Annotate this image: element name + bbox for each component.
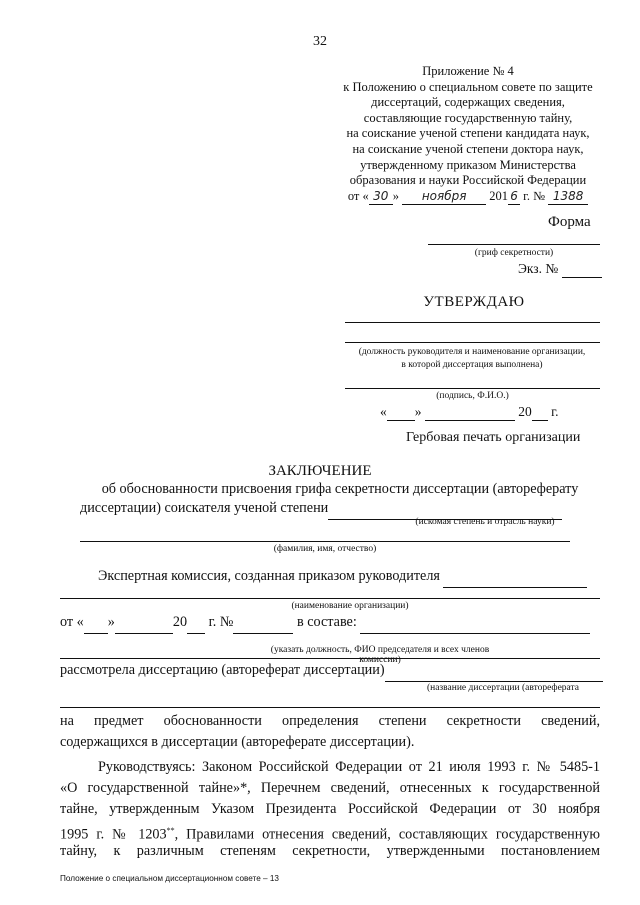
conclusion-line-1: об обоснованности присвоения грифа секретности диссертации (автореферату	[101, 481, 579, 497]
org-line	[60, 598, 600, 599]
body-p1-line2: содержащихся в диссертации (автореферате диссертации).	[60, 734, 415, 750]
approve-line-2	[345, 342, 600, 343]
degree-caption: (искомая степень и отрасль науки)	[415, 517, 555, 527]
appendix-line: диссертаций, содержащих сведения,	[371, 95, 565, 110]
appendix-date: от « 30 » ноября 201 6 г. № 1388	[320, 189, 616, 206]
approve-line-1	[345, 322, 600, 323]
appendix-line: на соискание ученой степени доктора наук,	[352, 141, 584, 156]
signature-line	[345, 388, 600, 389]
conclusion-title: ЗАКЛЮЧЕНИЕ	[268, 463, 372, 479]
appendix-block	[320, 64, 616, 205]
body-p1-line1: на предмет обоснованности определения степени секретности сведений,	[60, 713, 600, 729]
name-caption: (фамилия, имя, отчество)	[273, 544, 377, 554]
seal-label: Гербовая печать организации	[406, 430, 581, 445]
copy-number: Экз. №	[518, 261, 602, 278]
body-p2-line1: Руководствуясь: Законом Российской Федерации от 21 июля 1993 г. № 5485-1	[98, 759, 600, 775]
approve-title: УТВЕРЖДАЮ	[423, 294, 525, 310]
appendix-line: утвержденному приказом Министерства	[360, 157, 576, 172]
approve-date: « » 20 г.	[380, 404, 559, 419]
title-caption: (название диссертации (автореферата	[426, 683, 580, 693]
name-line	[80, 541, 570, 542]
handwritten-day: 30	[369, 189, 393, 206]
page-number: 32	[313, 34, 327, 49]
body-p2-line4: 1995 г. № 1203**, Правилами отнесения сведений, составляющих государственную	[60, 826, 600, 843]
handwritten-year-digit: 6	[508, 189, 520, 206]
secrecy-caption: (гриф секретности)	[474, 248, 554, 258]
org-caption: (наименование организации)	[291, 601, 409, 611]
form-label: Форма	[548, 214, 591, 230]
appendix-line: образования и науки Российской Федерации	[349, 173, 587, 188]
handwritten-month: ноября	[402, 189, 486, 206]
reviewed-line: рассмотрела диссертацию (автореферат диссертации)	[60, 660, 603, 682]
handwritten-order-number: 1388	[548, 189, 588, 206]
members-line	[60, 658, 600, 659]
body-p2-line2: «О государственной тайне»*, Перечнем сведений, отнесенных к государственной	[60, 780, 600, 796]
body-p2-line3: тайне, утвержденным Указом Президента Российской Федерации от 30 ноября	[60, 801, 600, 817]
secrecy-line	[428, 244, 600, 245]
appendix-line: составляющие государственную тайну,	[363, 110, 573, 125]
members-caption: (указать должность, ФИО председателя и всех членов комиссии)	[270, 645, 490, 665]
body-p2-line5: тайну, к различным степеням секретности, утвержденными постановлением	[60, 843, 600, 859]
approve-caption: (должность руководителя и наименование организации, в которой диссертация выполнена)	[358, 347, 586, 370]
appendix-line: к Положению о специальном совете по защите	[343, 79, 593, 94]
footer: Положение о специальном диссертационном совете – 13	[60, 874, 279, 883]
signature-caption: (подпись, Ф.И.О.)	[436, 391, 509, 401]
appendix-line: на соискание ученой степени кандидата наук,	[346, 126, 590, 141]
appendix-title: Приложение № 4	[422, 64, 514, 78]
title-line	[60, 707, 600, 708]
commission-line: Экспертная комиссия, созданная приказом руководителя	[98, 566, 587, 588]
order-date-line: от « » 20 г. № в составе:	[60, 612, 590, 634]
conclusion-line-2: диссертации) соискателя ученой степени	[80, 498, 562, 520]
